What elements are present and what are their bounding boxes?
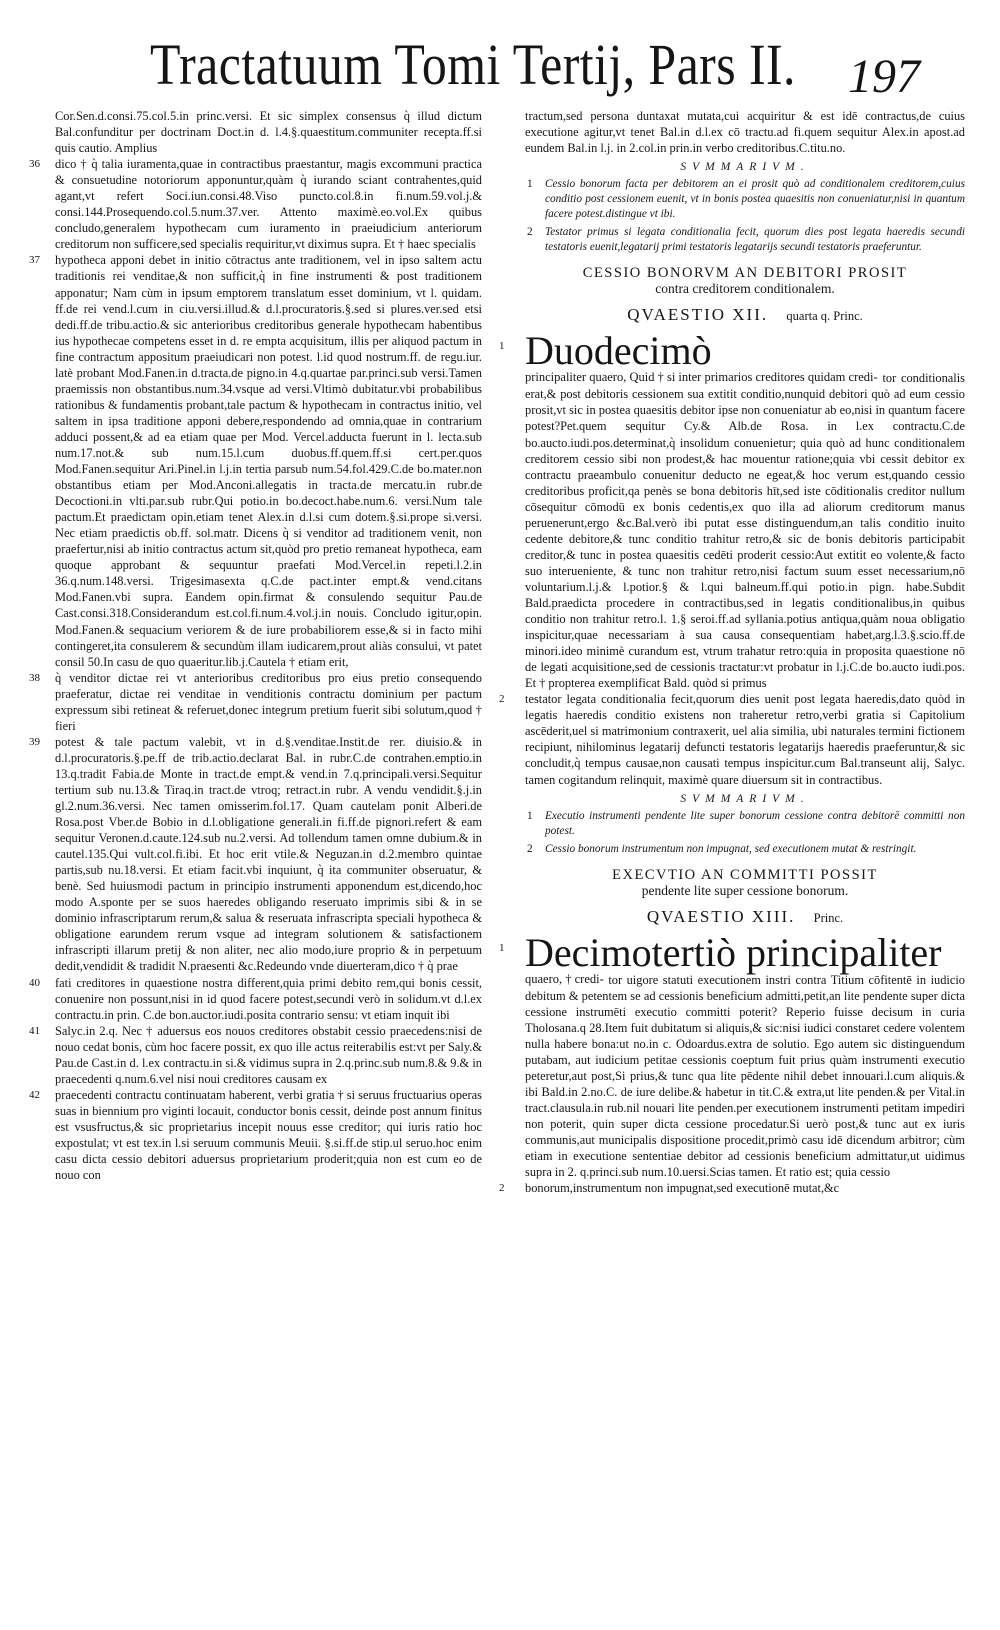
question-title: EXECVTIO AN COMMITTI POSSIT [612, 866, 878, 883]
summary-item-number: 1 [527, 809, 533, 822]
question-number [525, 906, 965, 926]
paragraph-text: praecedenti contractu continuatam haberent, verbi gratia † si seruus fructuarius operas suas in biennium pro viginti locauit, conductor bonis cessit, deinde post annum finitus est vsusfructus,& sic proprietarius incepit nouus esse creditor; qui iuris ratio hoc expostulat; vt est tex.in l.si seruum communis Meuii. §.si.ff.de stip.ul seruo.hoc enim casu dicta cessio debitori aduersus proprietarium proderit;quia non est cum eo de nouo con [55, 1087, 482, 1183]
continuation-paragraph: tractum,sed persona duntaxat mutata,cui acquiritur & est idē contractus,de cuius executione agitur,vt tenet Bal.in d.l.ex cō tractu.ad fi.quem sequitur Alex.in apost.ad eundem Bal.in l.j. in 2.col.in prin.in verbo creditoribus.C.titu.no. [525, 109, 965, 156]
question-title: CESSIO BONORVM AN DEBITORI PROSIT [582, 265, 908, 282]
question-body: testator legata conditionalia fecit,quorum dies uenit post legata haeredis,dato quòd in legatis haeredis conditio existens non traheretur retro,verbi gratia si Capitolium ascēderit,uel si matrimonium contraxerit, uel alia similia, ubi naturales termini fictionem recipiunt, nihilominus legatarij defuncti testatoris legatarijs haeredis praeferuntur,& sic concludit,q̀ tempus causae,non causati tempus inspicitur.cum Bal.transeunt alij, Salyc. tamen cogitandum relinquit, maximè quare diuersum sit in contractibus. [525, 692, 965, 787]
question-body: tor conditionalis erat,& post debitoris cessionem sua extitit conditio,nunquid debitori quò ad eum cessio prosit,vt sic in postea quaesitis debitor ipse non conueniatur ab eo,nisi in quantum facere potest?Pet.quem sequitur Cy.& Alb.de Rosa. in l.ex contractu.C.de bo.aucto.iudi.pos.determinat,q̀ insolidum conuenietur; quia quò ad hunc conditionalem creditorem cessio sibi non prodest,& hac mouentur ratione;quia vbi cessit debitor ex contractu praeambulo conuenitur deducto ne egeat,& hoc verum est,quando cessio creditoribus proficit,qa penès se bona debitoris hīt,sed iste cōditionalis creditor nullum cōsequitur cōmodū ex bonis cedentis,ex quo illa ad aliorum creditorum manus peruenerunt,ergo &c.Bal.verò ibi putat esse distinguendum,an talis conditio inuito cedente debitore,& tunc conditio trahitur retro,& sic de bonis debitoris participabit creditor,& tunc in postea quaesitis cedēti proderit cessio:Aut extitit eo volente,& facto suo interueniente, & tunc non trahitur retro,nisi factum suum esset necessarium,nō voluntarium.l.j.& l.potior.§ & l.qui balneum.ff.qui potio.in pign. habe.Subdit Bald.praedicta procedere in contractibus,sed in legatis conditionalibus,in quibus conditio non trahitur retro.l. 1.§ seroi.ff.ad syllania.potius antiqua,quàm noua obligatio inspicitur,quae necessariam à sua causa consequentiam habet,arg.l.3.§.scio.ff.de minori.ideo minimè curandum est, vtrum trahatur retro:quia in proposita quaestione nō de legati acquisitione,sed de cessionis tractatur:vt probatur in l.j.C.de bo.aucto iudi.pos. Et † propterea exemplificat Bald. quòd si primus [525, 371, 965, 691]
summary-heading: SVMMARIVM. [680, 161, 810, 174]
body-paragraph [29, 670, 482, 734]
body-paragraph [29, 156, 482, 252]
paragraph-text: q̀ venditor dictae rei vt anterioribus creditoribus pro eius pretio consequendo praeferatur, dictae rei venditae in venditionis contractu dominium per pactum expressum sibi retineat & referuet,donec integrum pretium fuerit sibi solutum,quod † fieri [55, 670, 482, 733]
paragraph-text: Salyc.in 2.q. Nec † aduersus eos nouos creditores obstabit cessio praecedens:nisi de nouo cedat bonis, cùm hoc facere possit, ex quo ille actus reiterabilis est:vt per Saly.& Pau.de Cast.in d. l.ex contractu.in si.& vidimus supra in 2.q.princ.sub num.8.& 9.& in praecedenti q.num.6.vel nisi noui creditores causam ex [55, 1023, 482, 1086]
question-paragraph [499, 691, 965, 787]
paragraph-number: 38 [29, 671, 40, 684]
paragraph-text: potest & tale pactum valebit, vt in d.§.venditae.Instit.de rer. diuisio.& in d.l.procuratoris.§.pe.ff de trib.actio.declarat Bal. in rubr.C.de contrahen.emptio.in 13.q.tradit Fabia.de Monte in tract.de empt.& vend.in 7.q.principali.versi.Sequitur tertium sub nu.13.& Tiraq.in tract.de vtroq; retract.in rubr. A vendu vendidit.§.j.in gl.2.num.36.versi. Nec tamen omisserim.fol.17. Quam cautelam ponit Alberi.de Rosa.post Vber.de Bobio in d.l.obligatione generali.in fi.ff.de pignori.refert & eam sequitur Veronen.d.caute.124.sub nu.2.versi. Ad tollendum tamen omne dubium.& in cautel.135.Qui vult.col.fi.ibi. Et hoc erit vtile.& Neguzan.in d.2.membro quintae partis,sub nu.18.versi. Et etiam facit.vbi inquiunt, q̀ ita communiter obseruatur, & benè. Sed huiusmodi pactum in principio instrumenti apponendum est,dicendo,hoc modo A.sponte per se suos haeredes obligando reseruato imprimis sibi & in se dominio infrascriptarum rerum,& salua & reseruata infrascripta speciali hypotheca & obligatione earundem rerum vsque ad integram solutionem & satisfactionem infrascripti illarum pretij & non aliter, nec alio modo,iure proprio & in perpetuum dedit,vendidit & tradidit N.praesenti &c.Redeundo vnde diuerteram,dico † q̀ prae [55, 734, 482, 974]
body-paragraph [29, 1023, 482, 1087]
paragraph-number: 2 [499, 693, 505, 706]
question-number-label: QVAESTIO XII. [627, 305, 769, 325]
opening-side-words: quaero, † credi- [525, 971, 604, 986]
summary-list [525, 809, 965, 857]
question-number [525, 307, 965, 324]
page-number: 197 [848, 50, 920, 103]
summary-item-number: 2 [527, 842, 533, 855]
summary-item-number: 2 [527, 226, 533, 239]
summary-item [527, 809, 965, 839]
question-number-label: QVAESTIO XIII. [646, 906, 796, 926]
paragraph-number: 42 [29, 1088, 40, 1101]
paragraph-number: 2 [499, 1182, 505, 1195]
body-paragraph [29, 975, 482, 1023]
paragraph-text: hypotheca apponi debet in initio cōtractus ante traditionem, vel in ipso saltem actu traditionis rei venditae,& non sufficit,q̀ in fine instrumenti & post traditionem apponatur; Nam cùm in ipsum emptorem translatum esset dominium, vt l. quidam. ff.de rei vend.l.cum in ciu.versi.illud.& d.l.procuratoris.§.sed si plures.ver.sed etsi dedi.ff.de tribu.actio.& sic anterioribus creditoribus generale hypothecam habentibus ius hypothecae competens esset in d. re empta acquisitum, illis per aliquod pactum in fine contractum appositum praeiudicari non potest. l.id quod nostrum.ff. de regu.iur. latè probant Mod.Fanen.in d.tracta.de pigno.in 4.q.quartae par.princi.sub versi.Tamen praemissis non obstantibus.num.34.vsque ad versi.Vltimò dubitatur.vbi probabilibus rationibus & fundamentis probant,tale pactum & hypothecam in contractus initio, vel saltem in ipsa traditione apponi debere,respondendo ad omnia,quae in contrarium adduci possent,& ad ea etiam quae per Mod. Vercel.adducta fuerunt in l. lecta.sub num.17.not.& sub num.15.l.cum duobus.ff.quem.ff.si cert.per.quos Mod.Fanen.sequitur Ari.Pinel.in l.j.in tertia parsub num.54.fol.429.C.de bo.mater.non obstantibus etiam per Mod.Anconi.allegatis in tracta.de mercatu.in rubr.de Decoctioni.in vlti.par.sub rubr.Qui potio.in bo.decoct.habe.num.6. versi.Num tale pactum.Et praedictam opin.etiam tenet Alex.in d.l.si cum dotem.§.si.prope si.versi. Nec etiam praedictis ob.ff. sol.matr. Dicens q̀ si venditor ad traditionem venit, non praefertur,nisi ab initio contractus actum sit,quòd pro pretio remaneat hypotheca, eam quoque approbant & sequuntur praefati Mod.Vercel.in repeti.l.2.in 36.q.num.148.versi. Trigesimasexta q.C.de pact.inter empt.& vend.citans Mod.Fanen.vbi supra. Eandem opin.firmat & consulendo sequitur Pau.de Cast.consi.318.Considerandum est.col.fi.num.4.vol.j.in nouis. Concludo igitur,opin. Mod.Fanen.& sequacium veriorem & de iure probabiliorem esse,& si in facto mihi contingeret,ita consulerem & secundùm illam iudicarem,prout aliàs consului, vt patet consil 50.In casu de quo quaeritur.lib.j.Cautela † etiam erit, [55, 253, 482, 669]
body-paragraph [55, 108, 482, 156]
summary-item-text: Cessio bonorum facta per debitorem an ei prosit quò ad conditionalem creditorem,cuius conditio post cessionem euenit, vt in bonis postea quaesitis non conueniatur,nisi in quantum facere potest.distingue vt ibi. [545, 178, 965, 221]
body-paragraph [29, 252, 482, 669]
summary-item-text: Testator primus si legata conditionalia fecit, quorum dies post legata haeredis secundi testatoris euenit,legatarij primi testatoris legatarijs secundi testatoris praeferuntur. [545, 226, 965, 254]
paragraph-text: dico † q̀ talia iuramenta,quae in contractibus praestantur, magis excommuni practica & consuetudine notoriorum apponuntur,quàm q̀ iurando sciant contrahentes,quid agant,vt refert Soci.iun.consi.48.Viso puncto.col.8.in fi.num.59.vol.j.& consi.144.Prosequendo.col.5.num.37.ver. Attento maximè.eo.vol.Ex quibus concludo,generalem hypothecam cum iuramento in praeiudicium anteriorum creditorum non sufficere,sed specialis requiritur,vt diximus supra. Et † haec specialis [55, 157, 482, 252]
body-paragraph [29, 1087, 482, 1183]
paragraph-text: Cor.Sen.d.consi.75.col.5.in princ.versi. Et sic simplex consensus q̀ illud dictum Bal.confunditur per doctrinam Doct.in d. l.4.§.quaestitum.communiter recepta.ff.si quis cautio. Amplius [55, 109, 482, 156]
summary-list [525, 177, 965, 255]
question-opening [499, 328, 965, 691]
question-reference: Princ. [813, 910, 844, 925]
summary-heading: SVMMARIVM. [680, 792, 810, 805]
opening-word: Decimotertiò principaliter [525, 929, 942, 975]
question-reference: quarta q. Princ. [786, 309, 863, 324]
paragraph-number: 1 [499, 941, 505, 954]
summary-item-text: Cessio bonorum instrumentum non impugnat, sed executionem mutat & restringit. [545, 842, 917, 855]
left-column [29, 108, 482, 1183]
summary-item [527, 842, 965, 857]
paragraph-number: 39 [29, 735, 40, 748]
question-paragraph [499, 1180, 965, 1196]
question-body: tor uigore statuti executionem instri contra Titium cōfitentē in iudicio debitum & petentem se ad cessionis beneficium admitti,petit,an lite pendente super dicta cessione instrumēti executio committi poterit? Reperio fuisse decisum in curia Tholosana.q 28.Item fuit dubitatum si aliquis,& sic:nisi iudici constaret cedere volentem nulla habere bona:ut no.in c. Odoardus.extra de solutio. Ego autem sic distinguendum putabam, aut iudicium petitae cessionis coeptum fuit prius quàm instrumenti executio peteretur,aut post,Si prius,& tunc qua lite pēdente nihil debet innouari.l.cum aliquis.& ibi Bald.in 2.no.C. de iure delibe.& habetur in tit.C.& extra,ut lite penden.& per Vital.in tract.clausula.in rub.nil nouari lite penden.per executionem instrumenti petitam impediri non poterit, quin super dicta cessione procedatur.Si uerò post,& tunc aut ex iuris communis,aut municipalis dispositione procedit,primò casu idē dicendum arbitror; cùm etiam in executione sententiae debitor ad cessionis beneficium admittatur,ut uidimus supra in 2. q.princi.sub num.10.uersi.Scias tamen. Et ratio est; quia cessio [525, 972, 965, 1180]
question-subtitle: pendente lite super cessione bonorum. [641, 882, 849, 898]
summary-item-text: Executio instrumenti pendente lite super bonorum cessione contra debitorē committi non potest. [545, 809, 965, 837]
paragraph-number: 41 [29, 1024, 40, 1037]
question-opening [499, 929, 965, 1181]
paragraph-number: 37 [29, 254, 40, 267]
paragraph-number: 36 [29, 158, 40, 171]
body-paragraph [29, 734, 482, 975]
right-column [499, 108, 965, 1196]
page-header [0, 0, 1000, 112]
opening-side-words: principaliter quaero, Quid † si inter primarios creditores quidam credi- [525, 370, 878, 385]
paragraph-number: 40 [29, 976, 40, 989]
running-title: Tractatuum Tomi Tertij, Pars II. [150, 32, 796, 97]
paragraph-number: 1 [499, 340, 505, 353]
question-body: bonorum,instrumentum non impugnat,sed executionē mutat,&c [525, 1181, 840, 1196]
opening-word: Duodecimò [525, 328, 712, 374]
summary-item [527, 225, 965, 255]
summary-item [527, 177, 965, 222]
summary-item-number: 1 [527, 178, 533, 191]
paragraph-text: fati creditores in quaestione nostra different,quia primi debito rem,qui bonis cessit, conuenire non possunt,nisi in id quod facere potest,secundi verò in solidum.vt d.l.ex contractu.in prin. C.de bon.auctor.iudi.posita contrario sensu: vt etiam inquit ibi [55, 975, 482, 1022]
question-subtitle: contra creditorem conditionalem. [655, 281, 835, 297]
